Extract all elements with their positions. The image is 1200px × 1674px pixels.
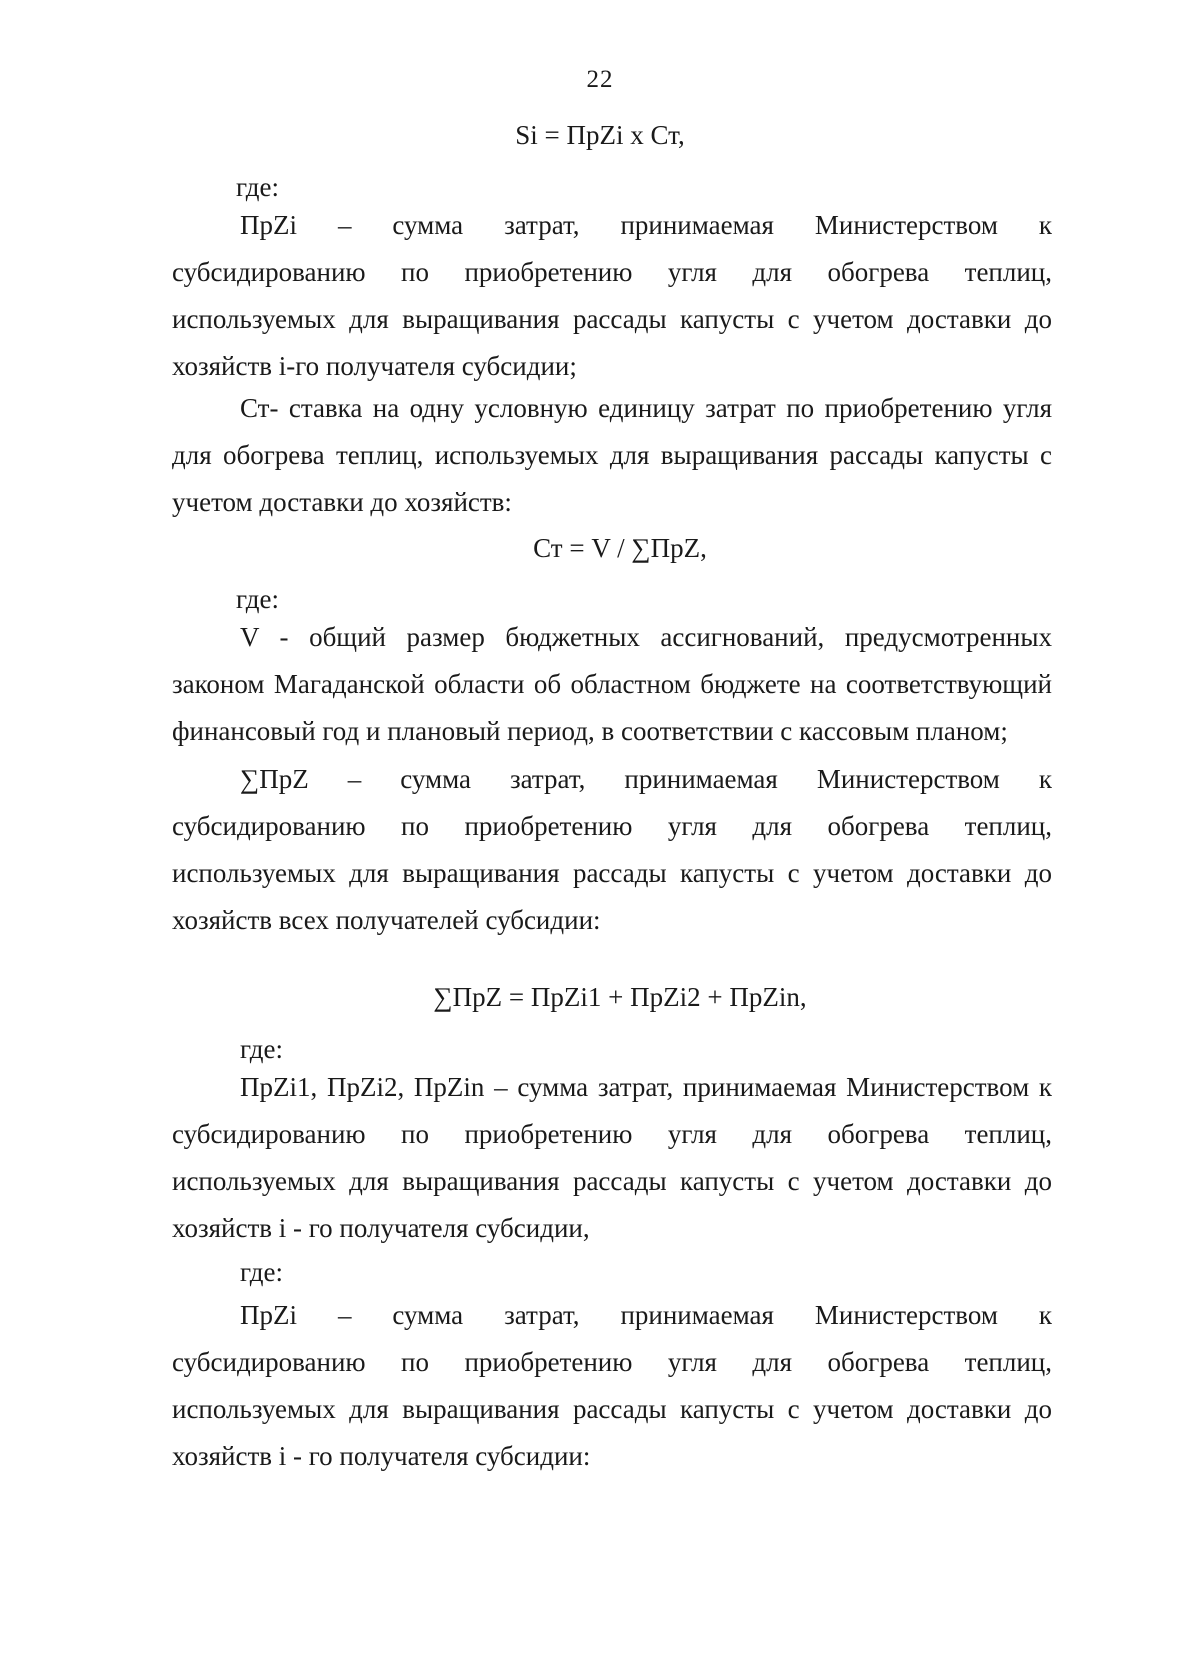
text-line: субсидированию по приобретению угля для обогрева теплиц, — [172, 257, 1052, 287]
text-line: используемых для выращивания рассады капусты с учетом доставки до — [172, 858, 1052, 888]
formula-st: Ст = V / ∑ПрZ, — [533, 533, 707, 563]
formula-sum: ∑ПрZ = ПрZi1 + ПрZi2 + ПрZin, — [433, 982, 807, 1012]
text-line: ПрZi1, ПрZi2, ПрZin – сумма затрат, принимаемая Министерством к — [240, 1072, 1052, 1102]
text-line: V - общий размер бюджетных ассигнований, предусмотренных — [240, 622, 1052, 652]
text-line: финансовый год и плановый период, в соответствии с кассовым планом; — [172, 716, 1008, 746]
where-label-1: где: — [236, 172, 279, 202]
text-line: ПрZi – сумма затрат, принимаемая Министерством к — [240, 1300, 1052, 1330]
paragraph-przi-list-definition — [172, 1064, 1052, 1252]
where-label-4: где: — [240, 1257, 283, 1287]
text-line: Ст- ставка на одну условную единицу затрат по приобретению угля — [240, 393, 1052, 423]
text-line: хозяйств i - го получателя субсидии: — [172, 1441, 591, 1471]
paragraph-przi-definition-2 — [172, 1292, 1052, 1480]
text-line: хозяйств всех получателей субсидии: — [172, 905, 601, 935]
text-line: ПрZi – сумма затрат, принимаемая Министерством к — [240, 210, 1052, 240]
text-line: субсидированию по приобретению угля для обогрева теплиц, — [172, 811, 1052, 841]
paragraph-sum-przi-definition — [172, 756, 1052, 944]
text-line: для обогрева теплиц, используемых для выращивания рассады капусты с — [172, 440, 1052, 470]
text-line: законом Магаданской области об областном бюджете на соответствующий — [172, 669, 1052, 699]
paragraph-st-definition — [172, 385, 1052, 526]
text-line: используемых для выращивания рассады капусты с учетом доставки до — [172, 1166, 1052, 1196]
paragraph-v-definition — [172, 614, 1052, 755]
text-line: хозяйств i - го получателя субсидии, — [172, 1213, 590, 1243]
text-line: используемых для выращивания рассады капусты с учетом доставки до — [172, 304, 1052, 334]
text-line: используемых для выращивания рассады капусты с учетом доставки до — [172, 1394, 1052, 1424]
text-line: ∑ПрZ – сумма затрат, принимаемая Министерством к — [240, 764, 1052, 794]
page-number: 22 — [586, 66, 614, 93]
text-line: субсидированию по приобретению угля для обогрева теплиц, — [172, 1347, 1052, 1377]
text-line: субсидированию по приобретению угля для обогрева теплиц, — [172, 1119, 1052, 1149]
paragraph-przi-definition — [172, 202, 1052, 390]
text-line: учетом доставки до хозяйств: — [172, 487, 512, 517]
where-label-2: где: — [236, 584, 279, 614]
formula-si: Si = ПрZi x Ст, — [515, 120, 685, 150]
where-label-3: где: — [240, 1034, 283, 1064]
text-line: хозяйств i-го получателя субсидии; — [172, 351, 577, 381]
